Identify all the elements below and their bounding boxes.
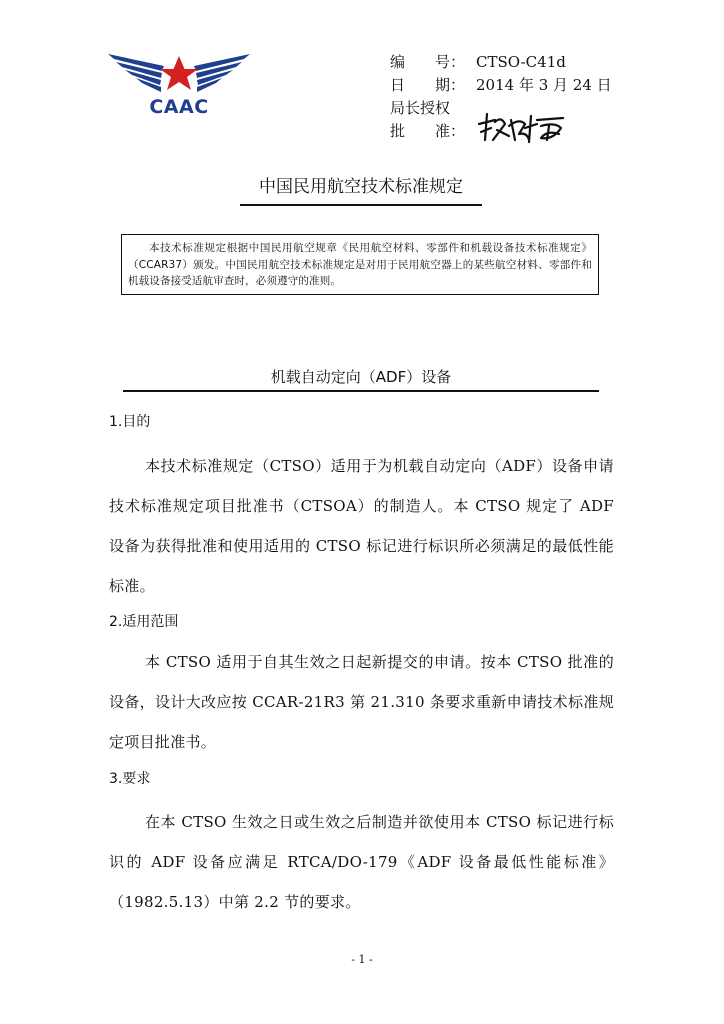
section-body-scope: 本 CTSO 适用于自其生效之日起新提交的申请。按本 CTSO 批准的设备，设计大改应按 CCAR-21R3 第 21.310 条要求重新申请技术标准规定项目批准书。 [109,653,614,751]
regulation-notice-box: 本技术标准规定根据中国民用航空规章《民用航空材料、零部件和机载设备技术标准规定》（CCAR37）颁发。中国民用航空技术标准规定是对用于民用航空器上的某些航空材料、零部件和机载设备接受适航审查时，必须遵守的准则。 [121,234,599,295]
doc-date-label: 日 期： [390,76,466,94]
page-number: - 1 - [351,953,373,966]
subject-title: 机载自动定向（ADF）设备 [270,368,452,386]
doc-number-value: CTSO-C41d [476,53,566,71]
section-heading-scope: 2.适用范围 [109,614,179,630]
doc-date-value: 2014 年 3 月 24 日 [476,76,612,94]
subject-underline [123,390,599,392]
title-underline [240,204,482,206]
section-heading-requirements: 3.要求 [109,771,151,787]
section-heading-purpose: 1.目的 [109,414,151,430]
wings-star-emblem-icon [106,48,252,98]
doc-number-label: 编 号： [390,53,466,71]
handwritten-signature-icon [475,110,571,146]
section-body-purpose: 本技术标准规定（CTSO）适用于为机载自动定向（ADF）设备申请技术标准规定项目批准书（CTSOA）的制造人。本 CTSO 规定了 ADF 设备为获得批准和使用适用的 CTSO 标记进行标识所必须满足的最低性能标准。 [109,457,614,595]
caac-logo [106,48,252,124]
doc-date-row [390,74,612,97]
logo-text: CAAC [149,96,209,118]
signature [475,110,571,150]
section-body-requirements: 在本 CTSO 生效之日或生效之后制造并欲使用本 CTSO 标记进行标识的 ADF 设备应满足 RTCA/DO-179《ADF 设备最低性能标准》（1982.5.13）中第 2.2 节的要求。 [109,813,614,911]
document-title: 中国民用航空技术标准规定 [259,177,463,197]
doc-number-row [390,51,566,74]
approval-label: 批 准： [390,122,466,140]
authorization-label: 局长授权 [390,99,451,117]
